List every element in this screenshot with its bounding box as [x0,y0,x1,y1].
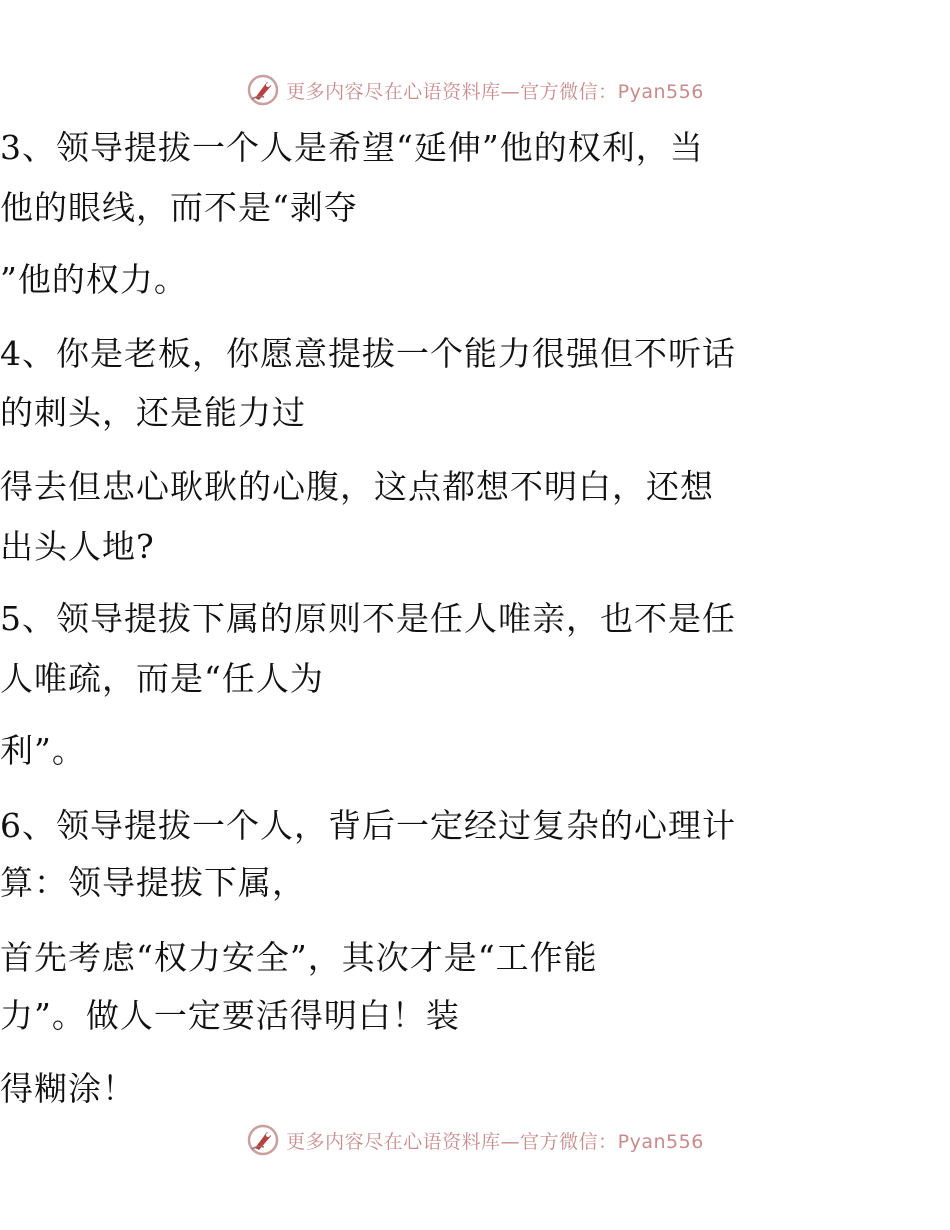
header-watermark-text: 更多内容尽在心语资料库—官方微信：Pyan556 [286,80,704,103]
text-line: 4、你是老板，你愿意提拔一个能力很强但不听话 [0,334,736,373]
text-line: 利”。 [0,731,86,770]
text-line: 力”。做人一定要活得明白！装 [0,996,460,1035]
text-line: 3、领导提拔一个人是希望“延伸”他的权利，当 [0,128,704,167]
text-line: 算：领导提拔下属， [0,863,306,902]
text-line: 得去但忠心耿耿的心腹，这点都想不明白，还想 [0,467,714,506]
footer-watermark-text: 更多内容尽在心语资料库—官方微信：Pyan556 [286,1130,704,1153]
text-line: 得糊涂！ [0,1069,136,1108]
text-line: 出头人地? [0,527,155,566]
pen-nib-logo-icon [246,1123,280,1157]
text-line: 他的眼线，而不是“剥夺 [0,188,358,227]
text-line: 5、领导提拔下属的原则不是任人唯亲，也不是任 [0,599,736,638]
text-line: 6、领导提拔一个人，背后一定经过复杂的心理计 [0,806,736,845]
text-line: 的刺头，还是能力过 [0,393,306,432]
text-line: 首先考虑“权力安全”，其次才是“工作能 [0,938,598,977]
footer-watermark [0,1120,950,1160]
text-line: ”他的权力。 [0,260,188,299]
text-line: 人唯疏，而是“任人为 [0,659,324,698]
